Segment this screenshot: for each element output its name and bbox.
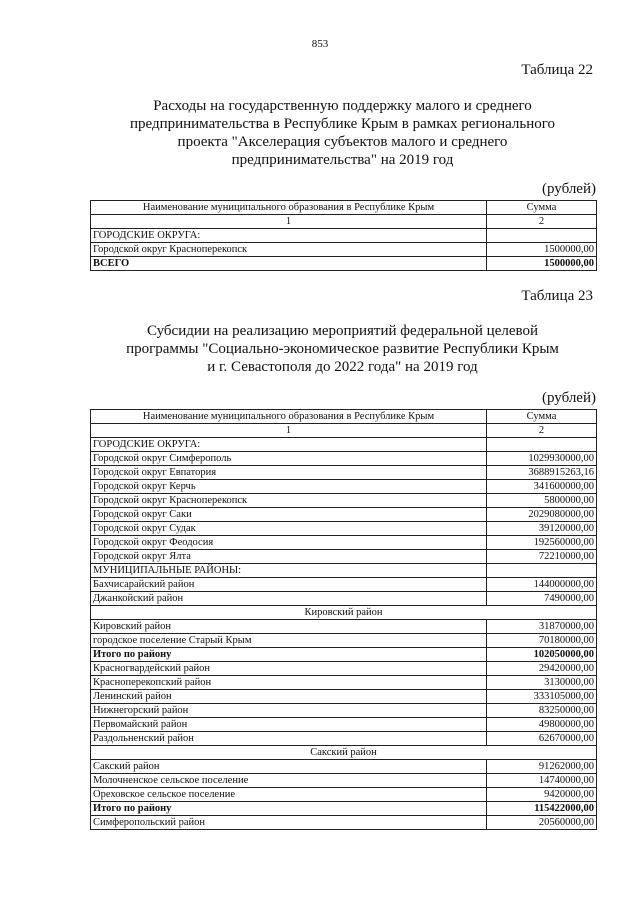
row-value: 7490000,00	[487, 592, 597, 606]
table-row	[91, 676, 597, 690]
column-number: 1	[91, 215, 487, 229]
table-row	[91, 774, 597, 788]
row-value: 83250000,00	[487, 704, 597, 718]
row-name: Городской округ Судак	[91, 522, 487, 536]
row-value: 3130000,00	[487, 676, 597, 690]
table-row	[91, 592, 597, 606]
row-name: Сакский район	[91, 760, 487, 774]
table-row	[91, 578, 597, 592]
header-name: Наименование муниципального образования в Республике Крым	[91, 410, 487, 424]
table-row	[91, 243, 597, 257]
table-row	[91, 718, 597, 732]
table-22	[90, 200, 597, 271]
row-value: 5800000,00	[487, 494, 597, 508]
table-row	[91, 494, 597, 508]
title-line: Субсидии на реализацию мероприятий федеральной целевой	[146, 323, 539, 339]
table-row	[91, 704, 597, 718]
row-name: ГОРОДСКИЕ ОКРУГА:	[91, 438, 487, 452]
table-row	[91, 662, 597, 676]
row-name: Городской округ Красноперекопск	[91, 243, 487, 257]
table-23-unit: (рублей)	[541, 390, 596, 406]
table-23	[90, 409, 597, 830]
title-line: и г. Севастополя до 2022 года" на 2019 год	[207, 359, 478, 375]
table-row	[91, 802, 597, 816]
row-value: 31870000,00	[487, 620, 597, 634]
row-value: 102050000,00	[487, 648, 597, 662]
table-22-label: Таблица 22	[521, 62, 593, 78]
table-row	[91, 452, 597, 466]
row-name: Нижнегорский район	[91, 704, 487, 718]
table-header-row	[91, 201, 597, 215]
table-row	[91, 522, 597, 536]
table-row	[91, 438, 597, 452]
title-line: программы "Социально-экономическое развитие Республики Крым	[126, 341, 559, 357]
table-23-title	[90, 322, 595, 376]
section-row	[91, 606, 597, 620]
title-line: Расходы на государственную поддержку малого и среднего	[153, 98, 532, 114]
row-value: 1029930000,00	[487, 452, 597, 466]
row-name: Городской округ Саки	[91, 508, 487, 522]
row-name: Ореховское сельское поселение	[91, 788, 487, 802]
section-row	[91, 746, 597, 760]
row-value: 14740000,00	[487, 774, 597, 788]
table-row	[91, 760, 597, 774]
table-22-title	[90, 97, 595, 169]
row-name: Итого по району	[91, 648, 487, 662]
row-name: Городской округ Керчь	[91, 480, 487, 494]
row-value: 341600000,00	[487, 480, 597, 494]
section-title: Кировский район	[91, 606, 597, 620]
table-22-body	[91, 201, 597, 271]
row-name: Симферопольский район	[91, 816, 487, 830]
column-number-row	[91, 215, 597, 229]
table-row	[91, 788, 597, 802]
table-row	[91, 732, 597, 746]
row-value	[487, 564, 597, 578]
row-name: Городской округ Красноперекопск	[91, 494, 487, 508]
row-name: Городской округ Симферополь	[91, 452, 487, 466]
header-sum: Сумма	[487, 201, 597, 215]
table-row	[91, 648, 597, 662]
table-23-label: Таблица 23	[521, 288, 593, 304]
row-value	[487, 229, 597, 243]
title-line: проекта "Акселерация субъектов малого и среднего	[177, 134, 508, 150]
row-value: 1500000,00	[487, 243, 597, 257]
table-row	[91, 634, 597, 648]
row-name: Городской округ Феодосия	[91, 536, 487, 550]
row-name: Городской округ Ялта	[91, 550, 487, 564]
total-label: ВСЕГО	[91, 257, 487, 271]
row-name: Красноперекопский район	[91, 676, 487, 690]
row-value: 144000000,00	[487, 578, 597, 592]
row-name: Городской округ Евпатория	[91, 466, 487, 480]
row-name: Красногвардейский район	[91, 662, 487, 676]
table-22-unit: (рублей)	[541, 181, 596, 197]
table-header-row	[91, 410, 597, 424]
table-row	[91, 816, 597, 830]
column-number: 2	[487, 424, 597, 438]
page-number: 853	[311, 38, 329, 50]
title-line: предпринимательства" на 2019 год	[231, 152, 454, 168]
table-row	[91, 480, 597, 494]
row-value: 192560000,00	[487, 536, 597, 550]
total-value: 1500000,00	[487, 257, 597, 271]
table-row	[91, 508, 597, 522]
row-value: 39120000,00	[487, 522, 597, 536]
row-value	[487, 438, 597, 452]
row-value: 2029080000,00	[487, 508, 597, 522]
row-value: 62670000,00	[487, 732, 597, 746]
row-name: городское поселение Старый Крым	[91, 634, 487, 648]
row-name: Ленинский район	[91, 690, 487, 704]
row-value: 72210000,00	[487, 550, 597, 564]
column-number-row	[91, 424, 597, 438]
table-row	[91, 620, 597, 634]
table-row	[91, 690, 597, 704]
row-name: Кировский район	[91, 620, 487, 634]
table-row	[91, 229, 597, 243]
row-name: Молочненское сельское поселение	[91, 774, 487, 788]
row-value: 115422000,00	[487, 802, 597, 816]
row-value: 70180000,00	[487, 634, 597, 648]
table-row	[91, 564, 597, 578]
table-row	[91, 466, 597, 480]
table-row	[91, 536, 597, 550]
total-row	[91, 257, 597, 271]
row-name: МУНИЦИПАЛЬНЫЕ РАЙОНЫ:	[91, 564, 487, 578]
header-name: Наименование муниципального образования в Республике Крым	[91, 201, 487, 215]
table-row	[91, 550, 597, 564]
row-name: Бахчисарайский район	[91, 578, 487, 592]
column-number: 2	[487, 215, 597, 229]
table-23-body	[91, 410, 597, 830]
row-name: Первомайский район	[91, 718, 487, 732]
header-sum: Сумма	[487, 410, 597, 424]
row-value: 3688915263,16	[487, 466, 597, 480]
row-value: 333105000,00	[487, 690, 597, 704]
row-value: 20560000,00	[487, 816, 597, 830]
section-title: Сакский район	[91, 746, 597, 760]
row-name: Итого по району	[91, 802, 487, 816]
row-value: 29420000,00	[487, 662, 597, 676]
row-name: Раздольненский район	[91, 732, 487, 746]
row-value: 9420000,00	[487, 788, 597, 802]
row-value: 91262000,00	[487, 760, 597, 774]
title-line: предпринимательства в Республике Крым в рамках регионального	[129, 116, 556, 132]
row-name: ГОРОДСКИЕ ОКРУГА:	[91, 229, 487, 243]
column-number: 1	[91, 424, 487, 438]
row-name: Джанкойский район	[91, 592, 487, 606]
row-value: 49800000,00	[487, 718, 597, 732]
